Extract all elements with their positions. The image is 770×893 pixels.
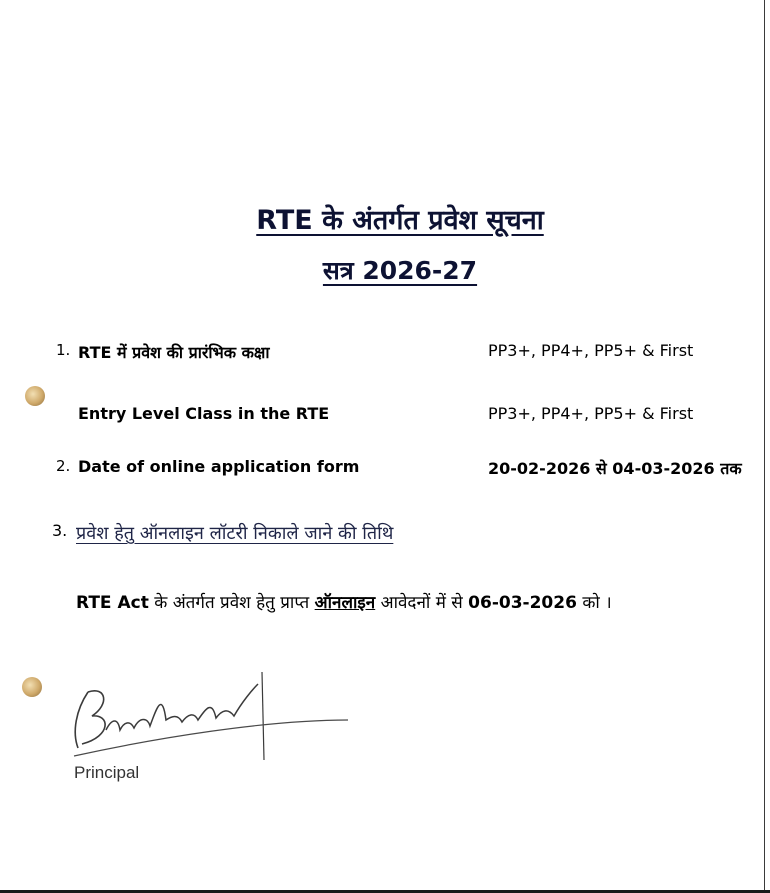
item-1-value: PP3+, PP4+, PP5+ & First: [488, 341, 694, 360]
item-1-english-label: Entry Level Class in the RTE: [78, 404, 330, 423]
note-online: ऑनलाइन: [314, 593, 376, 613]
note-text-2: आवेदनों में से: [375, 593, 469, 613]
item-2-value: 20-02-2026 से 04-03-2026 तक: [488, 459, 742, 478]
note-text-3: को ।: [576, 593, 612, 613]
scan-edge-right: [764, 0, 765, 893]
principal-signature: [66, 660, 366, 770]
item-2-number: 2.: [56, 457, 71, 475]
punch-hole-bottom: [22, 677, 42, 697]
item-2-label: Date of online application form: [78, 457, 360, 476]
punch-hole-top: [25, 386, 45, 406]
note-lottery-date: 06-03-2026: [468, 593, 577, 613]
item-3-number: 3.: [52, 521, 68, 540]
item-3-label: प्रवेश हेतु ऑनलाइन लॉटरी निकाले जाने की तिथि: [76, 523, 394, 544]
principal-label: Principal: [74, 763, 140, 782]
item-1-english-value: PP3+, PP4+, PP5+ & First: [488, 404, 694, 423]
item-1-number: 1.: [56, 341, 71, 359]
session-title: सत्र 2026-27: [322, 256, 478, 285]
notice-title: RTE के अंतर्गत प्रवेश सूचना: [256, 205, 544, 236]
note-text-1: के अंतर्गत प्रवेश हेतु प्राप्त: [148, 593, 315, 613]
item-1-label: RTE में प्रवेश की प्रारंभिक कक्षा: [78, 343, 270, 362]
note-rte-act: RTE Act: [76, 593, 149, 613]
lottery-date-note: [76, 590, 612, 613]
